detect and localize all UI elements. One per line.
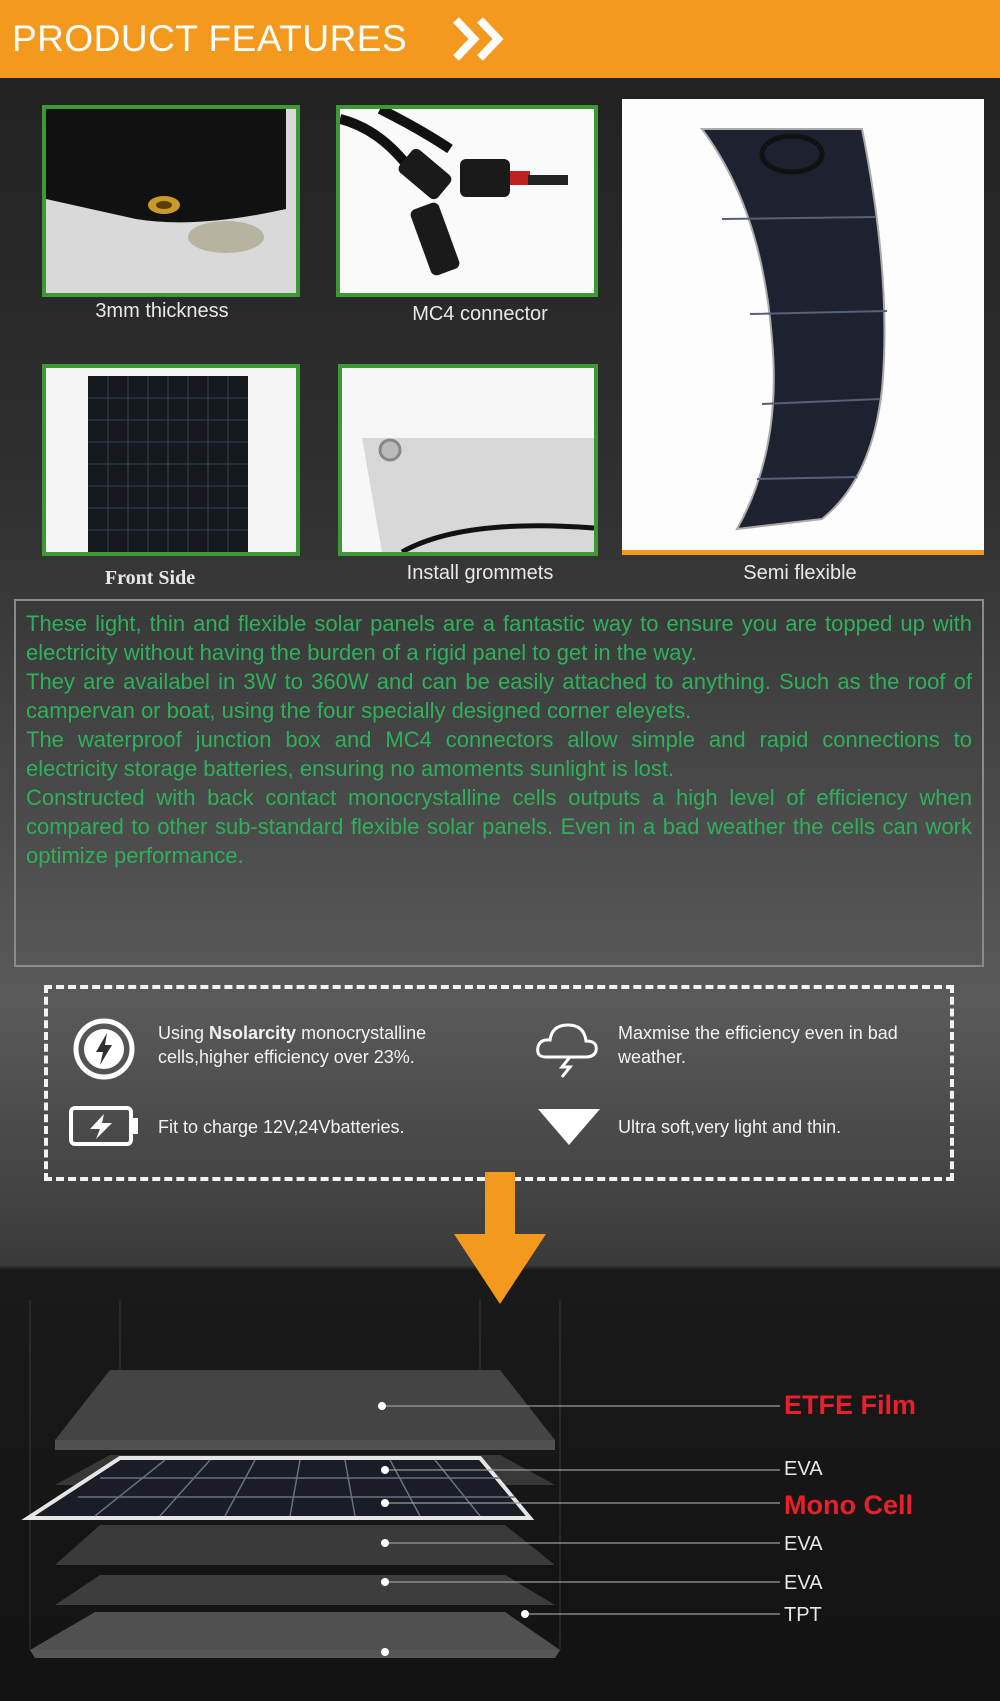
semi-flexible-caption: Semi flexible [743,562,857,584]
mc4-connector-caption: MC4 connector [412,303,548,325]
layer-label-tpt: TPT [784,1604,822,1626]
feature-bad-weather: Maxmise the efficiency even in bad weather. [618,1023,898,1067]
layer-label-eva-bottom: EVA [784,1572,823,1594]
layer-label-etfe: ETFE Film [784,1390,917,1420]
layer-label-eva-middle: EVA [784,1533,823,1555]
battery-icon [68,1105,140,1147]
chevrons-right-icon [450,14,510,64]
lightning-icon [72,1017,136,1081]
features-box [44,985,954,1181]
header-banner [0,0,1000,78]
description-paragraph: Constructed with back contact monocrystalline cells outputs a high level of efficiency when compared to other sub-standard flexible solar panels. Even in a bad weather the cells can work optimize performance. [26,785,972,868]
description-paragraph: These light, thin and flexible solar panels are a fantastic way to ensure you are topped up with electricity without having the burden of a rigid panel to get in the way. [26,611,972,665]
front-side-caption: Front Side [104,567,196,589]
description-paragraph: The waterproof junction box and MC4 connectors allow simple and rapid connections to electricity storage batteries, ensuring no amoments sunlight is lost. [26,727,972,781]
feature-ultra-soft: Ultra soft,very light and thin. [618,1117,842,1137]
grommets-photo [338,364,598,556]
grommets-caption: Install grommets [406,562,554,584]
product-description [14,599,984,967]
thickness-caption: 3mm thickness [95,300,229,322]
page-title: PRODUCT FEATURES [12,18,408,59]
layer-label-mono-cell: Mono Cell [784,1490,913,1520]
feature-efficiency [158,1021,478,1069]
brand-name: Nsolarcity [209,1023,297,1043]
mc4-connector-photo [336,105,598,297]
layer-label-eva-top: EVA [784,1458,823,1480]
thickness-photo [42,105,300,297]
front-side-photo [42,364,300,556]
feature-efficiency-text: monocrystalline cells,higher efficiency over 23%. [158,1023,427,1067]
description-paragraph: They are availabel in 3W to 360W and can be easily attached to anything. Such as the roof of campervan or boat, using the four specially designed corner eleyets. [26,669,972,723]
cloud-storm-icon [532,1011,602,1081]
feature-battery: Fit to charge 12V,24Vbatteries. [158,1117,405,1137]
semi-flexible-photo [622,99,984,555]
feature-efficiency-prefix: Using [158,1023,210,1043]
triangle-down-icon [536,1105,602,1147]
